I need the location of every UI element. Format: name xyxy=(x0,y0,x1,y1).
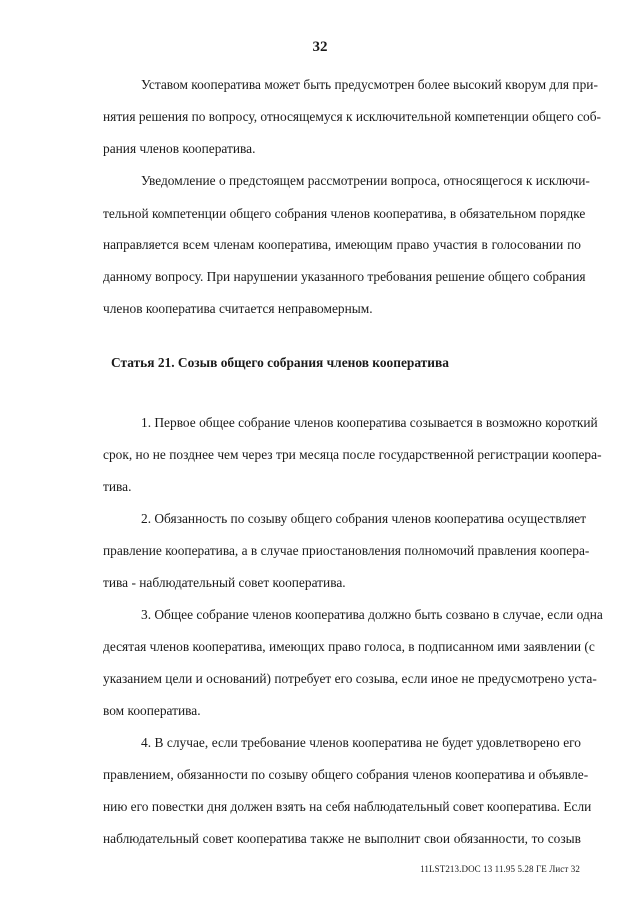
paragraph-line: 4. В случае, если требование членов кооператива не будет удовлетворено его xyxy=(141,735,581,750)
article-heading: Статья 21. Созыв общего собрания членов кооператива xyxy=(111,355,449,370)
paragraph-line: нию его повестки дня должен взять на себя наблюдательный совет кооператива. Если xyxy=(103,799,592,814)
paragraph-line: Уведомление о предстоящем рассмотрении вопроса, относящегося к исключи- xyxy=(141,173,590,188)
paragraph-line: указанием цели и оснований) потребует его созыва, если иное не предусмотрено уста- xyxy=(103,671,597,686)
paragraph-line: членов кооператива считается неправомерным. xyxy=(103,301,373,316)
paragraph-line: тива. xyxy=(103,479,132,494)
paragraph-line: 2. Обязанность по созыву общего собрания членов кооператива осуществляет xyxy=(141,511,587,526)
paragraph-line: Уставом кооператива может быть предусмотрен более высокий кворум для при- xyxy=(141,77,598,92)
paragraph-line: нятия решения по вопросу, относящемуся к исключительной компетенции общего соб- xyxy=(103,109,602,124)
paragraph-line: тива - наблюдательный совет кооператива. xyxy=(103,575,346,590)
paragraph-line: тельной компетенции общего собрания членов кооператива, в обязательном порядке xyxy=(103,206,586,221)
paragraph-line: рания членов кооператива. xyxy=(103,141,256,156)
paragraph-line: срок, но не позднее чем через три месяца после государственной регистрации коопера- xyxy=(103,447,602,462)
paragraph-line: правлением, обязанности по созыву общего собрания членов кооператива и объявле- xyxy=(103,767,589,782)
paragraph-line: вом кооператива. xyxy=(103,703,201,718)
page-number: 32 xyxy=(312,39,328,55)
document-footer: 11LST213.DOC 13 11.95 5.28 ГЕ Лист 32 xyxy=(420,864,580,874)
paragraph-line: направляется всем членам кооператива, имеющим право участия в голосовании по xyxy=(103,237,581,252)
paragraph-line: 1. Первое общее собрание членов кооператива созывается в возможно короткий xyxy=(141,415,598,430)
paragraph-line: наблюдательный совет кооператива также не выполнит свои обязанности, то созыв xyxy=(103,831,581,846)
paragraph-line: правление кооператива, а в случае приостановления полномочий правления коопера- xyxy=(103,543,590,558)
paragraph-line: 3. Общее собрание членов кооператива должно быть созвано в случае, если одна xyxy=(141,607,603,622)
paragraph-line: десятая членов кооператива, имеющих право голоса, в подписанном ими заявлении (с xyxy=(103,639,595,654)
paragraph-line: данному вопросу. При нарушении указанного требования решение общего собрания xyxy=(103,269,586,284)
